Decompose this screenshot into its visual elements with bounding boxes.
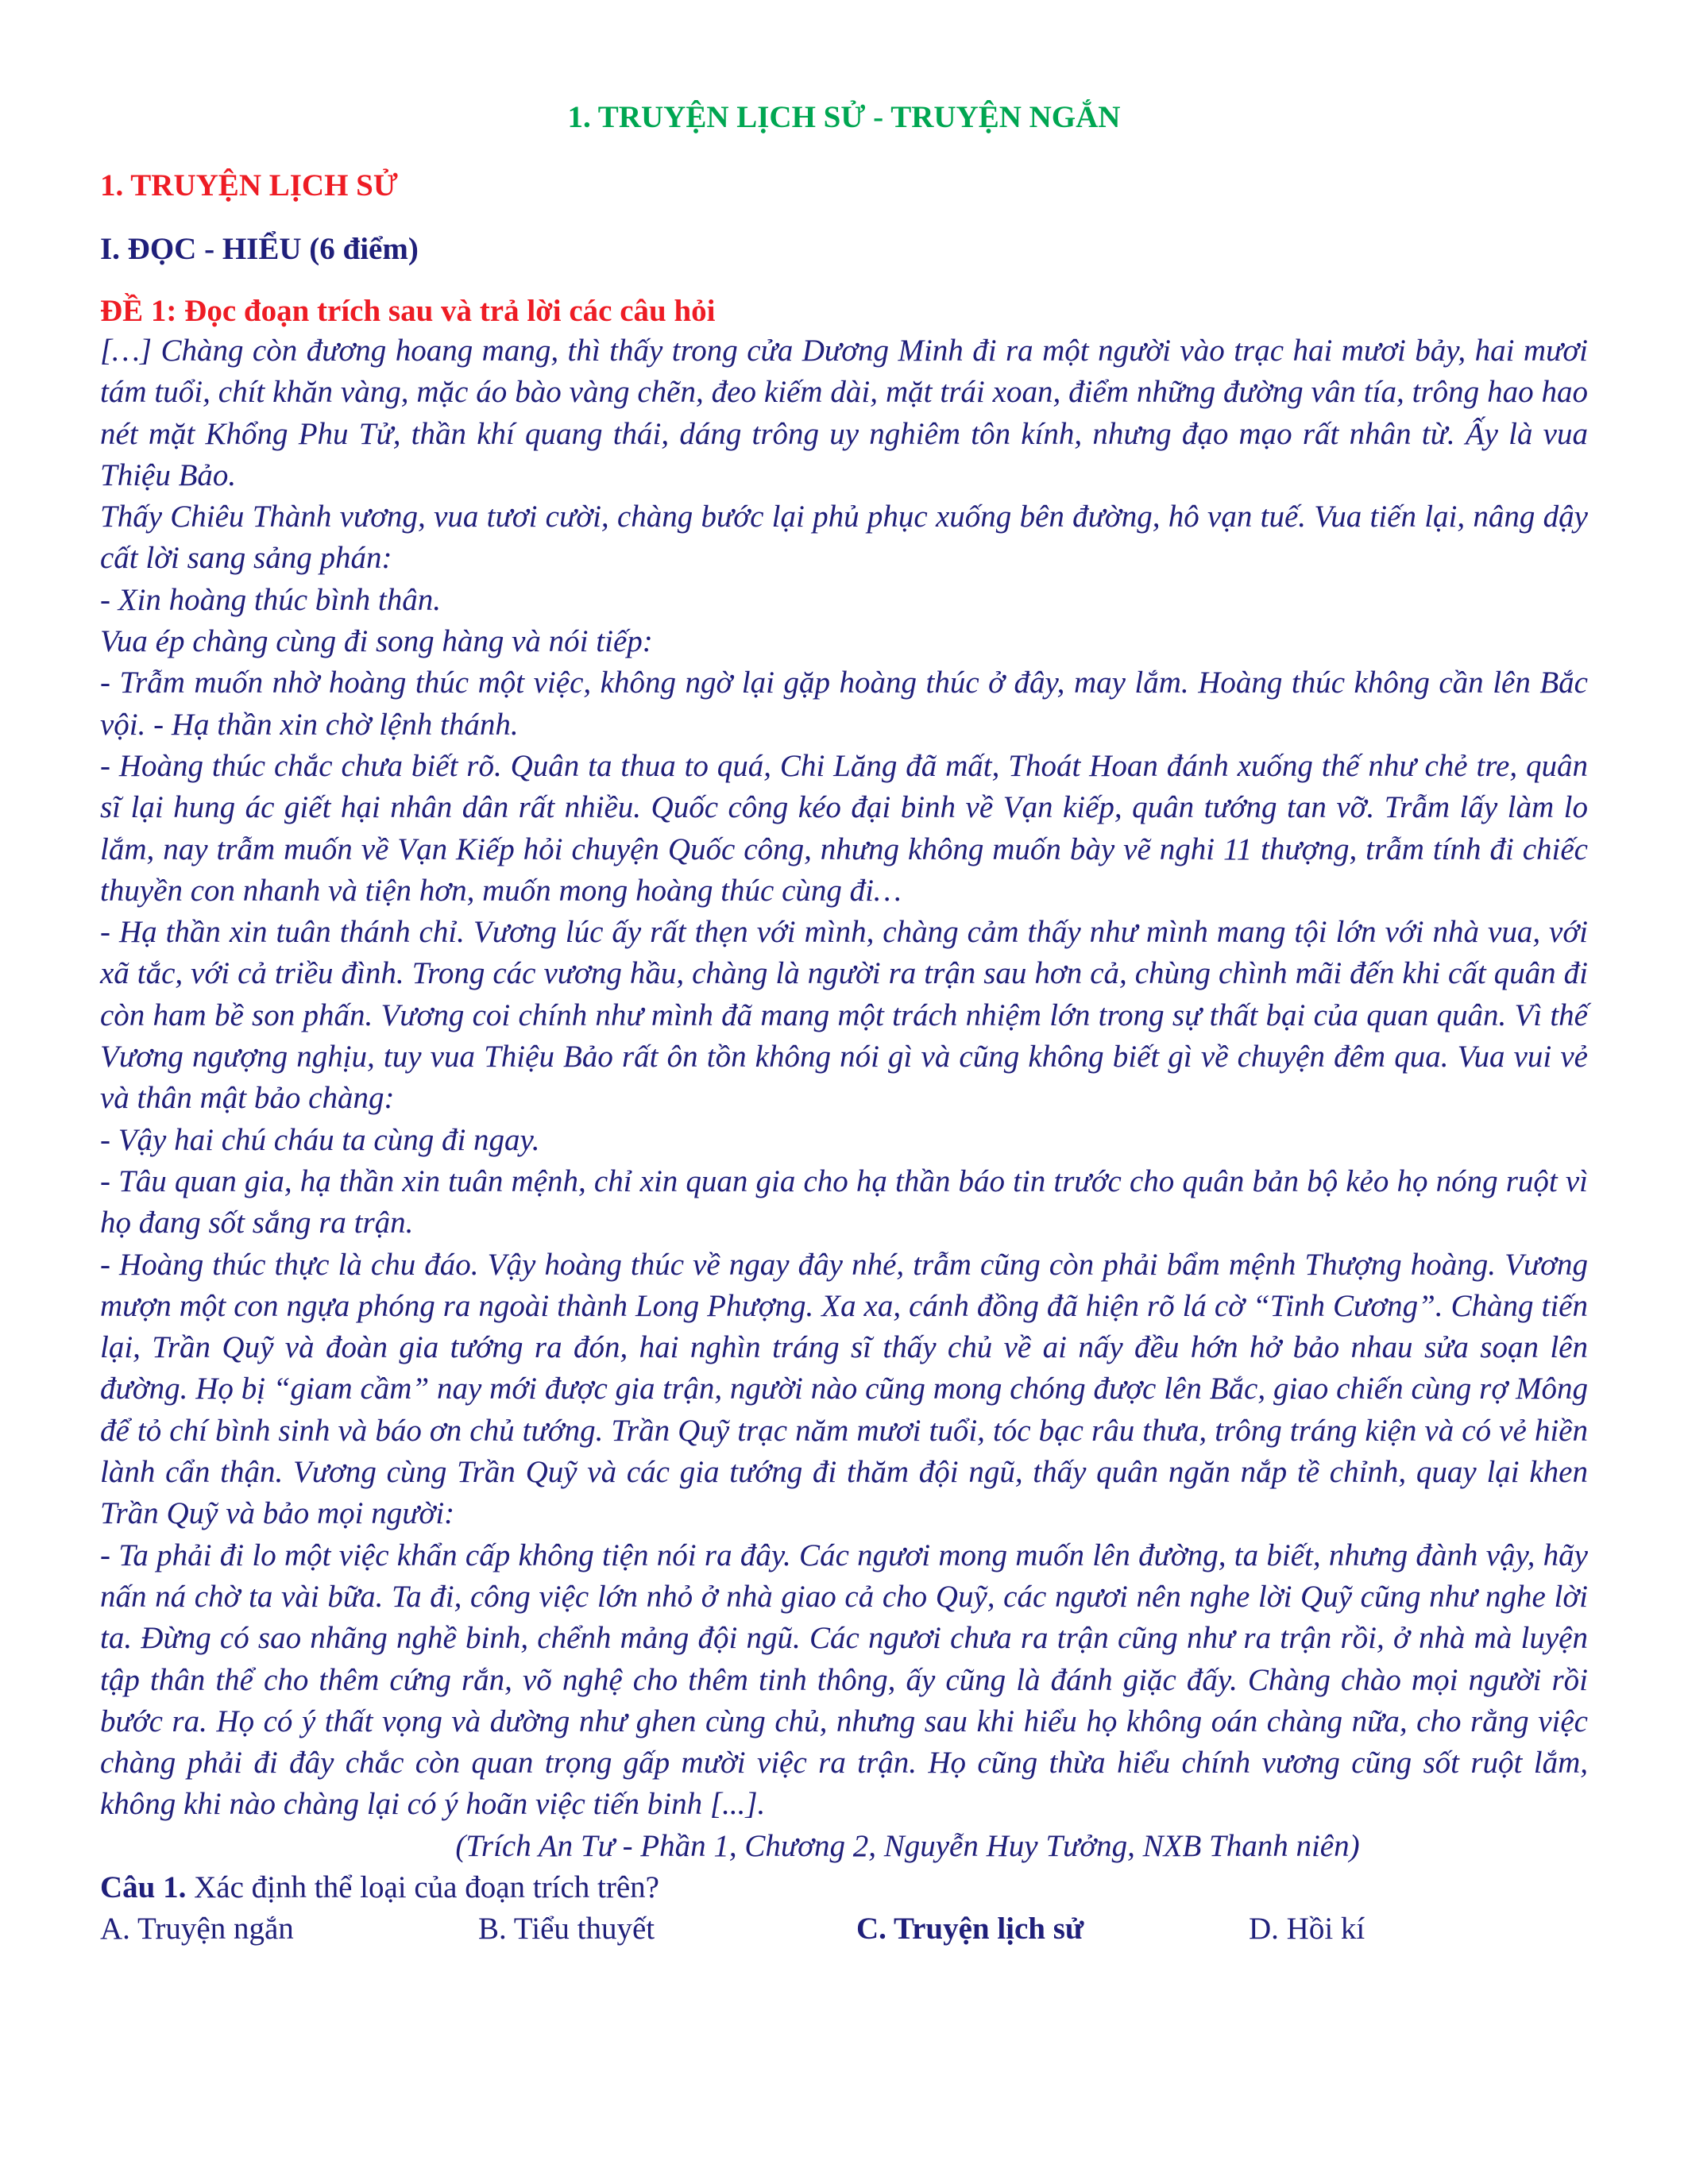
option-b: B. Tiểu thuyết — [478, 1911, 655, 1946]
option-c-correct: C. Truyện lịch sử — [856, 1911, 1084, 1946]
option-a: A. Truyện ngắn — [100, 1911, 294, 1946]
passage-paragraph: […] Chàng còn đương hoang mang, thì thấy trong cửa Dương Minh đi ra một người vào trạc hai mươi bảy, hai mươi tám tuổi, chít khăn vàng, mặc áo bào vàng chẽn, đeo kiếm dài, mặt trái xoan, điểm những đường vân tía, trông hao hao nét mặt Khổng Phu Tử, thần khí quang thái, dáng trông uy nghiêm tôn kính, nhưng đạo mạo rất nhân từ. Ấy là vua Thiệu Bảo. — [100, 334, 1588, 492]
option-d: D. Hồi kí — [1249, 1911, 1365, 1946]
section-title: 1. TRUYỆN LỊCH SỬ — [100, 168, 398, 203]
reading-passage — [100, 330, 1588, 1826]
passage-source: (Trích An Tư - Phần 1, Chương 2, Nguyễn Huy Tưởng, NXB Thanh niên) — [455, 1828, 1360, 1863]
passage-paragraph: - Xin hoàng thúc bình thân. — [100, 582, 441, 617]
question-1 — [100, 1867, 1588, 1908]
passage-paragraph: - Ta phải đi lo một việc khẩn cấp không tiện nói ra đây. Các ngươi mong muốn lên đường, ta biết, nhưng đành vậy, hãy nấn ná chờ ta vài bữa. Ta đi, công việc lớn nhỏ ở nhà giao cả cho Quỹ, các ngươi nên nghe lời Quỹ cũng như nghe lời ta. Đừng có sao nhãng nghề binh, chểnh mảng đội ngũ. Các ngươi chưa ra trận cũng như ra trận rồi, ở nhà mà luyện tập thân thể cho thêm cứng rắn, võ nghệ cho thêm tinh thông, ấy cũng là đánh giặc đấy. Chàng chào mọi người rồi bước ra. Họ có ý thất vọng và dường như ghen cùng chủ, nhưng sau khi hiểu họ không oán chàng nữa, cho rằng việc chàng phải đi đây chắc còn quan trọng gấp mười việc ra trận. Họ cũng thừa hiểu chính vương cũng sốt ruột lắm, không khi nào chàng lại có ý hoãn việc tiến binh [...]. — [100, 1538, 1588, 1822]
document-page — [100, 95, 1588, 1950]
question-label: Câu 1. — [100, 1870, 187, 1904]
passage-paragraph: - Hoàng thúc thực là chu đáo. Vậy hoàng thúc về ngay đây nhé, trẫm cũng còn phải bẩm mệnh Thượng hoàng. Vương mượn một con ngựa phóng ra ngoài thành Long Phượng. Xa xa, cánh đồng đã hiện rõ lá cờ “Tinh Cương”. Chàng tiến lại, Trần Quỹ và đoàn gia tướng ra đón, hai nghìn tráng sĩ thấy chủ về ai nấy đều hớn hở bảo nhau sửa soạn lên đường. Họ bị “giam cầm” nay mới được gia trận, người nào cũng mong chóng được lên Bắc, giao chiến cùng rợ Mông để tỏ chí bình sinh và báo ơn chủ tướng. Trần Quỹ trạc năm mươi tuổi, tóc bạc râu thưa, trông tráng kiện và có vẻ hiền lành cẩn thận. Vương cùng Trần Quỹ và các gia tướng đi thăm đội ngũ, thấy quân ngăn nắp tề chỉnh, quay lại khen Trần Quỹ và bảo mọi người: — [100, 1247, 1588, 1531]
passage-paragraph: - Hạ thần xin tuân thánh chỉ. Vương lúc ấy rất thẹn với mình, chàng cảm thấy như mình mang tội lớn với nhà vua, với xã tắc, với cả triều đình. Trong các vương hầu, chàng là người ra trận sau hơn cả, chùng chình mãi đến khi cất quân đi còn ham bề son phấn. Vương coi chính như mình đã mang một trách nhiệm lớn trong sự thất bại của quan quân. Vì thế Vương ngượng nghịu, tuy vua Thiệu Bảo rất ôn tồn không nói gì và cũng không biết gì về chuyện đêm qua. Vua vui vẻ và thân mật bảo chàng: — [100, 915, 1588, 1116]
passage-paragraph: - Tâu quan gia, hạ thần xin tuân mệnh, chỉ xin quan gia cho hạ thần báo tin trước cho quân bản bộ kẻo họ nóng ruột vì họ đang sốt sắng ra trận. — [100, 1163, 1588, 1241]
passage-paragraph: - Trẫm muốn nhờ hoàng thúc một việc, không ngờ lại gặp hoàng thúc ở đây, may lắm. Hoàng thúc không cần lên Bắc vội. - Hạ thần xin chờ lệnh thánh. — [100, 666, 1588, 742]
passage-paragraph: Vua ép chàng cùng đi song hàng và nói tiếp: — [100, 624, 653, 659]
passage-paragraph: - Hoàng thúc chắc chưa biết rõ. Quân ta thua to quá, Chi Lăng đã mất, Thoát Hoan đánh xuống thế như chẻ tre, quân sĩ lại hung ác giết hại nhân dân rất nhiều. Quốc công kéo đại binh về Vạn kiếp, quân tướng tan vỡ. Trẫm lấy làm lo lắm, nay trẫm muốn về Vạn Kiếp hỏi chuyện Quốc công, nhưng không muốn bày vẽ nghi 11 thượng, trẫm tính đi chiếc thuyền con nhanh và tiện hơn, muốn mong hoàng thúc cùng đi… — [100, 748, 1588, 908]
answer-options — [100, 1908, 1588, 1950]
passage-paragraph: Thấy Chiêu Thành vương, vua tươi cười, chàng bước lại phủ phục xuống bên đường, hô vạn tuế. Vua tiến lại, nâng dậy cất lời sang sảng phán: — [100, 500, 1588, 576]
main-title: 1. TRUYỆN LỊCH SỬ - TRUYỆN NGẮN — [567, 100, 1121, 134]
passage-paragraph: - Vậy hai chú cháu ta cùng đi ngay. — [100, 1122, 540, 1157]
question-text: Xác định thể loại của đoạn trích trên? — [186, 1870, 659, 1904]
part-title: I. ĐỌC - HIỂU (6 điểm) — [100, 232, 419, 266]
exercise-title: ĐỀ 1: Đọc đoạn trích sau và trả lời các câu hỏi — [100, 294, 716, 328]
